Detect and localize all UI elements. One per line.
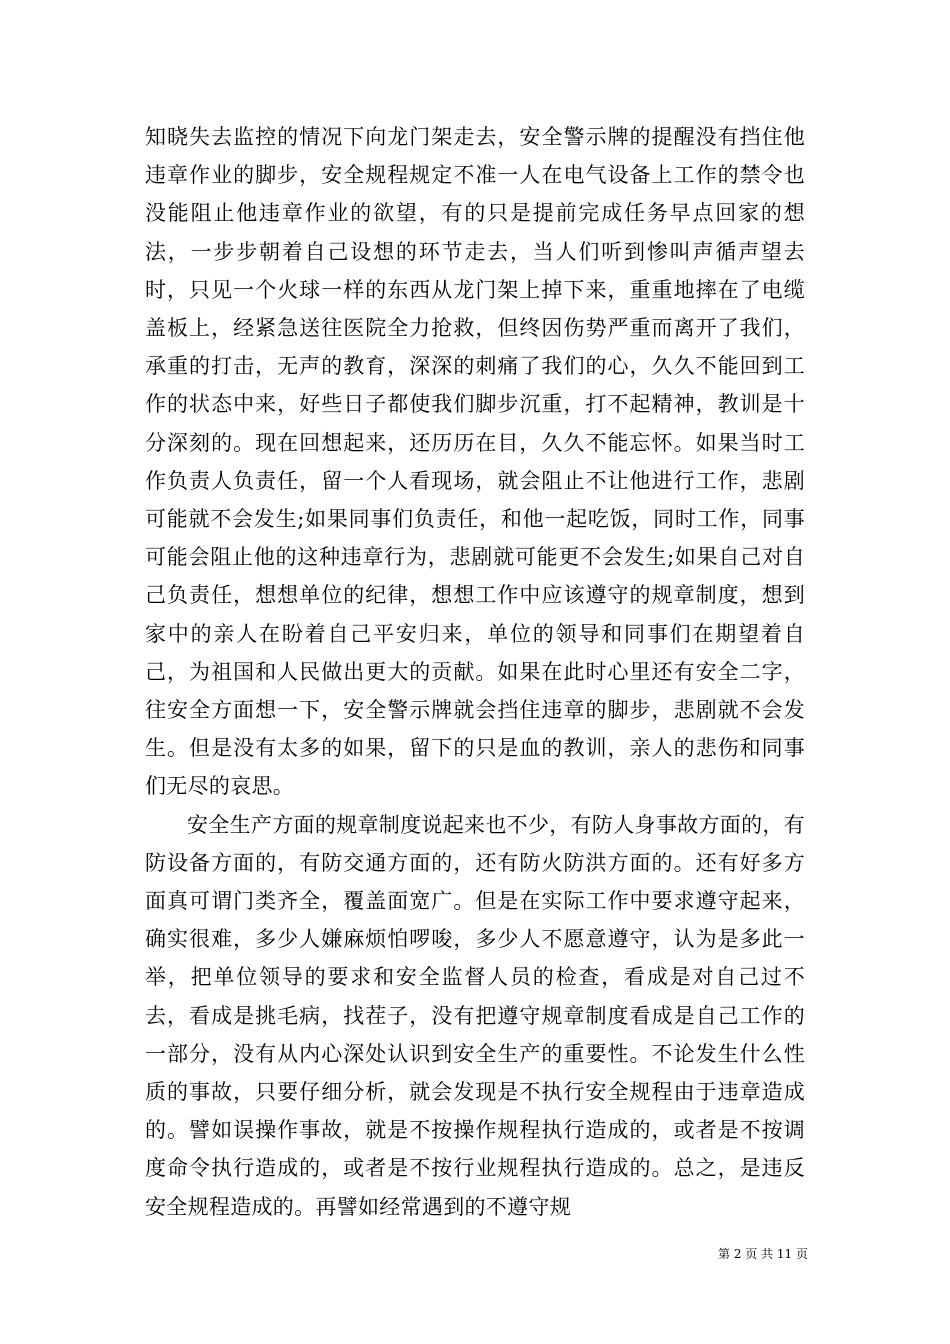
page-number-footer: 第 2 页 共 11 页 [718,1247,808,1261]
body-text [145,118,805,1226]
paragraph-safety-rules: 安全生产方面的规章制度说起来也不少，有防人身事故方面的，有防设备方面的，有防交通方面的，还有防火防洪方面的。还有好多方面真可谓门类齐全，覆盖面宽广。但是在实际工作中要求遵守起来，确实很难，多少人嫌麻烦怕啰唆，多少人不愿意遵守，认为是多此一举，把单位领导的要求和安全监督人员的检查，看成是对自己过不去，看成是挑毛病，找茬子，没有把遵守规章制度看成是自己工作的一部分，没有从内心深处认识到安全生产的重要性。不论发生什么性质的事故，只要仔细分析，就会发现是不执行安全规程由于违章造成的。譬如误操作事故，就是不按操作规程执行造成的，或者是不按调度命令执行造成的，或者是不按行业规程执行造成的。总之，是违反安全规程造成的。再譬如经常遇到的不遵守规 [145,812,805,1219]
paragraph-continued: 知晓失去监控的情况下向龙门架走去，安全警示牌的提醒没有挡住他违章作业的脚步，安全规程规定不准一人在电气设备上工作的禁令也没能阻止他违章作业的欲望，有的只是提前完成任务早点回家的想法，一步步朝着自己设想的环节走去，当人们听到惨叫声循声望去时，只见一个火球一样的东西从龙门架上掉下来，重重地摔在了电缆盖板上，经紧急送往医院全力抢救，但终因伤势严重而离开了我们，承重的打击，无声的教育，深深的刺痛了我们的心，久久不能回到工作的状态中来，好些日子都使我们脚步沉重，打不起精神，教训是十分深刻的。现在回想起来，还历历在目，久久不能忘怀。如果当时工作负责人负责任，留一个人看现场，就会阻止不让他进行工作，悲剧可能就不会发生;如果同事们负责任，和他一起吃饭，同时工作，同事可能会阻止他的这种违章行为，悲剧就可能更不会发生;如果自己对自己负责任，想想单位的纪律，想想工作中应该遵守的规章制度，想到家中的亲人在盼着自己平安归来，单位的领导和同事们在期望着自己，为祖国和人民做出更大的贡献。如果在此时心里还有安全二字，往安全方面想一下，安全警示牌就会挡住违章的脚步，悲剧就不会发生。但是没有太多的如果，留下的只是血的教训，亲人的悲伤和同事们无尽的哀思。 [145,125,805,799]
